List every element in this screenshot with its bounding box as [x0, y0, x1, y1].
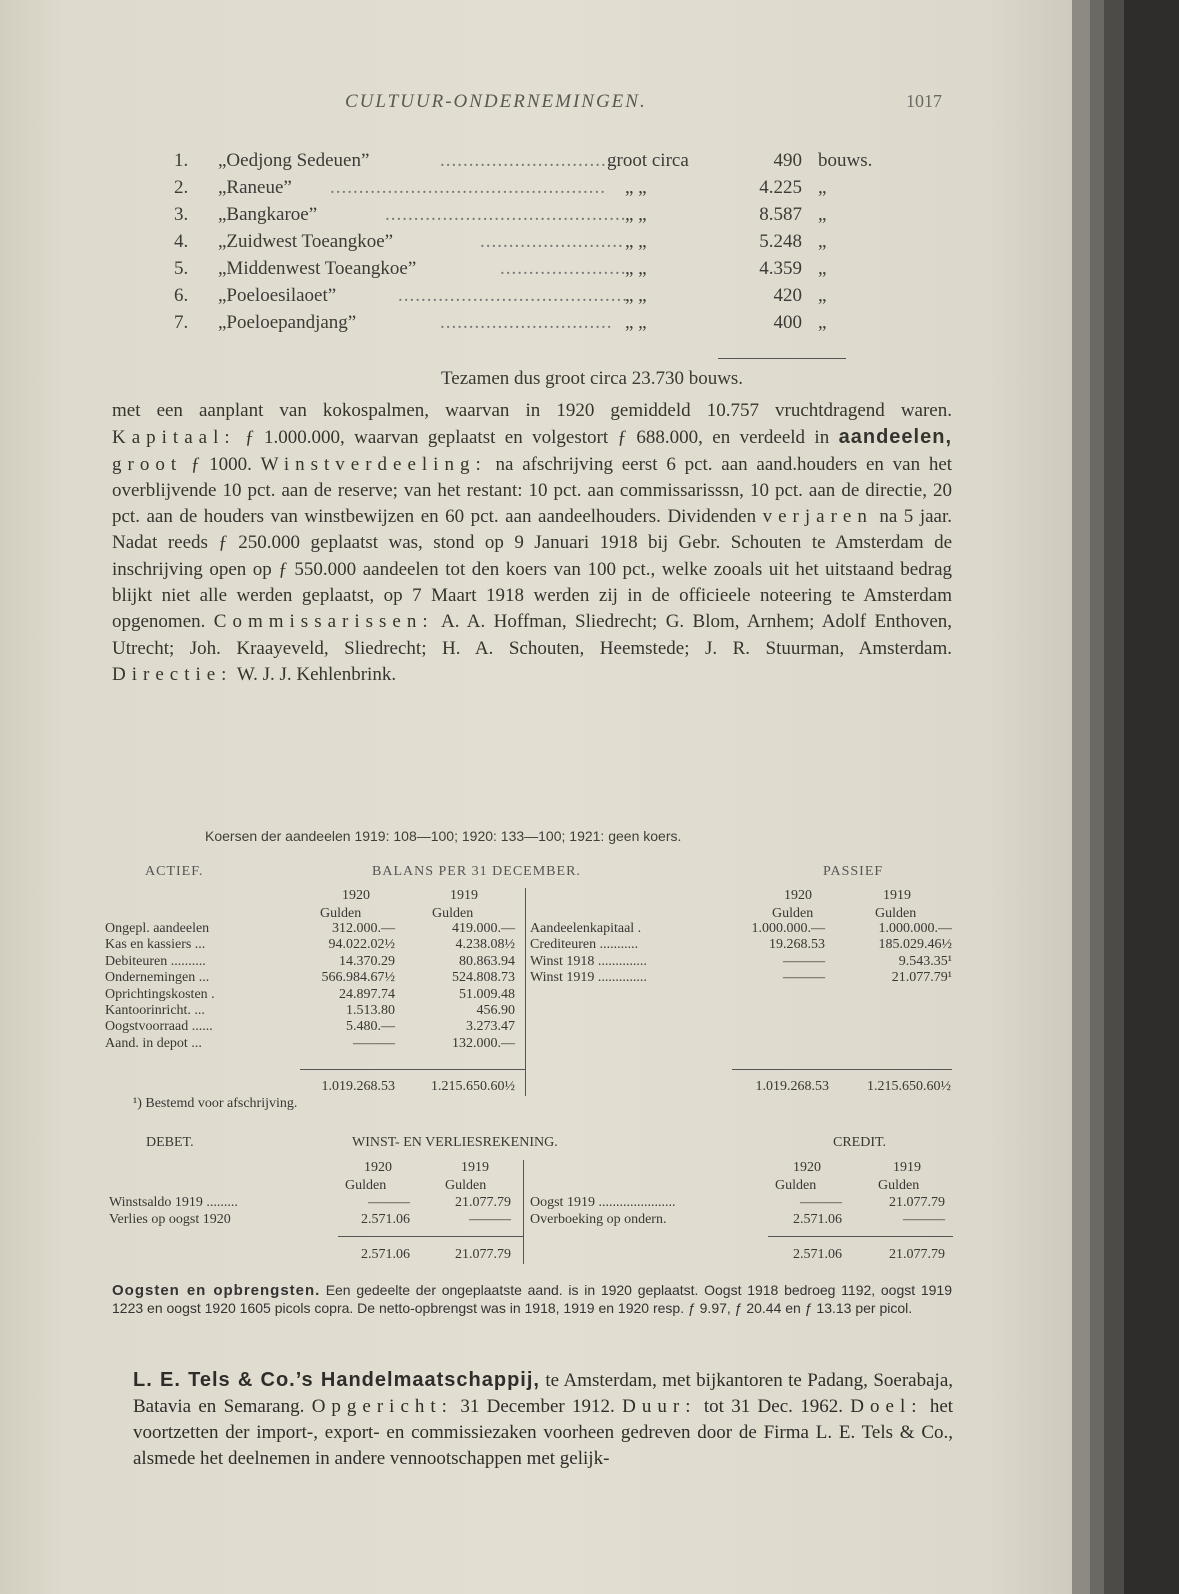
book-cover-edge — [1124, 0, 1179, 1594]
value-1919: 21.077.79 — [455, 1195, 511, 1210]
value-1920: 566.984.67½ — [321, 970, 395, 986]
value-1919: 1.000.000.— — [878, 921, 952, 936]
column-divider — [525, 888, 526, 1096]
row-label: Winst 1918 .............. — [530, 953, 647, 969]
value-1919: ——— — [469, 1212, 511, 1227]
row-label: Oogstvoorraad ...... — [105, 1019, 213, 1035]
list-item: 2. „Raneue” ................................................ „ „ 4.225 „ — [174, 177, 827, 198]
list-item: 1. „Oedjong Sedeuen” .............................. groot circa 490 bouws. — [174, 150, 873, 171]
row-label: Overboeking op ondern. — [530, 1212, 667, 1227]
row-label: Kantoorinricht. ... — [105, 1003, 205, 1018]
value-1920: 94.022.02½ — [328, 937, 395, 953]
value-1920: 19.268.53 — [769, 937, 825, 953]
page-edge — [1090, 0, 1104, 1594]
total-1920-credit: 2.571.06 — [793, 1247, 842, 1262]
value-1920: 2.571.06 — [361, 1212, 410, 1227]
total-1919-passief: 1.215.650.60½ — [867, 1079, 951, 1094]
total-1920-debet: 2.571.06 — [361, 1247, 410, 1262]
total-line: Tezamen dus groot circa 23.730 bouws. — [441, 368, 744, 389]
total-1920-actief: 1.019.268.53 — [321, 1079, 395, 1094]
value-1920: 5.480.— — [346, 1019, 395, 1035]
list-item: 7. „Poeloepandjang” .............................. „ „ 400 „ — [174, 312, 827, 333]
value-1920: ——— — [783, 970, 825, 986]
value-1919: 9.543.35¹ — [898, 953, 952, 969]
total-1919-actief: 1.215.650.60½ — [431, 1079, 515, 1094]
row-label: Ondernemingen ... — [105, 970, 210, 986]
value-1920: 2.571.06 — [793, 1212, 842, 1227]
total-1919-credit: 21.077.79 — [889, 1247, 945, 1262]
value-1919: 132.000.— — [452, 1035, 515, 1051]
running-header-title: CULTUUR-ONDERNEMINGEN. — [345, 91, 647, 112]
value-1919: 80.863.94 — [459, 953, 515, 969]
value-1919: 524.808.73 — [452, 970, 515, 986]
value-1920: ——— — [368, 1195, 410, 1210]
row-label: Verlies op oogst 1920 — [109, 1212, 231, 1227]
value-1920: 1.000.000.— — [751, 921, 825, 936]
list-item: 3. „Bangkaroe” .......................................... „ „ 8.587 „ — [174, 204, 827, 225]
row-label: Aand. in depot ... — [105, 1035, 202, 1051]
value-1919: 4.238.08½ — [455, 937, 515, 953]
row-label: Oprichtingskosten . — [105, 986, 215, 1002]
column-divider — [523, 1160, 524, 1264]
company-name: L. E. Tels & Co.’s Handelmaatschappij, — [133, 1369, 540, 1391]
value-1920: ——— — [353, 1035, 395, 1051]
value-1919: 3.273.47 — [466, 1019, 515, 1035]
row-label: Winst 1919 .............. — [530, 970, 647, 986]
value-1920: ——— — [783, 953, 825, 969]
total-1920-passief: 1.019.268.53 — [755, 1079, 829, 1094]
value-1920: 24.897.74 — [339, 986, 395, 1002]
value-1920: ——— — [800, 1195, 842, 1210]
share-prices: Koersen der aandeelen 1919: 108—100; 1920: 133—100; 1921: geen koers. — [205, 828, 682, 844]
row-label: Winstsaldo 1919 ......... — [109, 1195, 238, 1210]
row-label: Crediteuren ........... — [530, 937, 639, 953]
value-1919: ——— — [903, 1212, 945, 1227]
sum-rule — [338, 1236, 523, 1237]
list-item: 5. „Middenwest Toeangkoe” ...................... „ „ 4.359 „ — [174, 258, 827, 279]
sum-rule — [768, 1236, 953, 1237]
value-1919: 456.90 — [476, 1003, 515, 1018]
page-edge — [1104, 0, 1124, 1594]
harvest-paragraph: Oogsten en opbrengsten. Een gedeelte der ongeplaatste aand. is in 1920 geplaatst. Oogst 1918 bedroeg 1192, oogst 1919 1223 en oogst 1920 1605 picols copra. De netto-opbrengst was in 1918, 1919 en 1920 resp. ƒ 9.97, ƒ 20.44 en ƒ 13.13 per picol. — [112, 1282, 952, 1316]
total-1919-debet: 21.077.79 — [455, 1247, 511, 1262]
row-label: Aandeelenkapitaal . — [530, 921, 642, 936]
value-1919: 21.077.79 — [889, 1195, 945, 1210]
row-label: Ongepl. aandeelen — [105, 921, 210, 936]
row-label: Oogst 1919 ...................... — [530, 1195, 676, 1210]
page-edge — [1072, 0, 1090, 1594]
value-1919: 21.077.79¹ — [891, 970, 952, 986]
sum-rule — [718, 358, 846, 359]
sum-rule — [300, 1069, 525, 1070]
footnote: ¹) Bestemd voor afschrijving. — [133, 1096, 298, 1111]
sum-rule — [732, 1069, 952, 1070]
row-label: Kas en kassiers ... — [105, 937, 206, 953]
value-1919: 185.029.46½ — [878, 937, 952, 953]
page-number: 1017 — [906, 91, 942, 111]
value-1920: 312.000.— — [332, 921, 395, 936]
value-1919: 419.000.— — [452, 921, 515, 936]
value-1920: 1.513.80 — [346, 1003, 395, 1018]
list-item: 6. „Poeloesilaoet” ........................................ „ „ 420 „ — [174, 285, 827, 306]
value-1919: 51.009.48 — [459, 986, 515, 1002]
tels-paragraph: L. E. Tels & Co.’s Handelmaatschappij, te Amsterdam, met bijkantoren te Padang, Soerabaja, Batavia en Semarang. Opgericht: 31 December 1912. Duur: tot 31 Dec. 1962. Doel: het voortzetten der import-, export- en commissiezaken voorheen gedreven door de Firma L. E. Tels & Co., alsmede het deelnemen in andere vennootschappen met gelijk- — [133, 1369, 954, 1469]
value-1920: 14.370.29 — [339, 953, 395, 969]
company-description: met een aanplant van kokospalmen, waarvan in 1920 gemiddeld 10.757 vruchtdragend waren. Kapitaal: ƒ 1.000.000, waarvan geplaatst en volgestort ƒ 688.000, en verdeeld in aandeelen, groot ƒ 1000. Winstverdeeling: na afschrijving eerst 6 pct. aan aand.houders en van het overblijvende 10 pct. aan de reserve; van het restant: 10 pct. aan commissarisssn, 10 pct. aan de directie, 20 pct. aan de houders van winstbewijzen en 60 pct. aan aandeelhouders. Dividenden verjaren na 5 jaar. Nadat reeds ƒ 250.000 geplaatst was, stond op 9 Januari 1918 bij Gebr. Schouten te Amsterdam de inschrijving open op ƒ 550.000 aandeelen tot den koers van 100 pct., welke zooals uit het uitstaand bedrag blijkt niet alle werden geplaatst, op 7 Maart 1918 werden zij in de officieele noteering te Amsterdam opgenomen. Commissarissen: A. A. Hoffman, Sliedrecht; G. Blom, Arnhem; Adolf Enthoven, Utrecht; Joh. Kraayeveld, Sliedrecht; H. A. Schouten, Heemstede; J. R. Stuurman, Amsterdam. Directie: W. J. J. Kehlenbrink. — [112, 400, 953, 685]
row-label: Debiteuren .......... — [105, 953, 206, 969]
list-item: 4. „Zuidwest Toeangkoe” ......................... „ „ 5.248 „ — [174, 231, 827, 252]
